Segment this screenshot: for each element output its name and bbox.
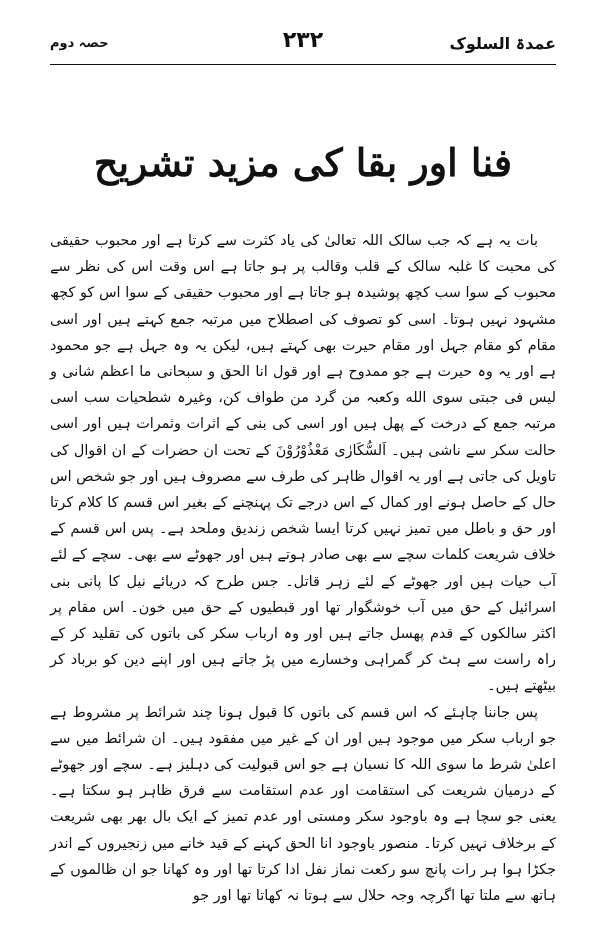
chapter-title: فنا اور بقا کی مزید تشریح: [93, 140, 513, 185]
part-label: حصہ دوم: [50, 36, 109, 51]
page-number: ۲۳۲: [282, 28, 324, 53]
book-title: عمدۃ السلوک: [449, 34, 556, 53]
running-header: [50, 26, 556, 62]
body-text: [50, 228, 556, 909]
paragraph: بات یہ ہے کہ جب سالک اللہ تعالیٰ کی یاد کثرت سے کرتا ہے اور محبوب حقیقی کی محبت کا غلبہ سالک کے قلب وقالب پر ہو جاتا ہے اس وقت اس کی نظر سے محبوب کے سوا سب کچھ پوشیدہ ہو جاتا ہے اور محبوب حقیقی کے سوا اس کو کچھ مشہود نہیں ہوتا۔ اسی کو تصوف کی اصطلاح میں مرتبہ جمع کہتے ہیں اور اسی مقام کو مقام جہل اور مقام حیرت بھی کہتے ہیں، لیکن یہ وہ جہل ہے جو محمود ہے اور یہ وہ حیرت ہے جو ممدوح ہے اور قول انا الحق و سبحانی ما اعظم شانی و لیس فی جبتی سوی الله وکعبہ من گرد من طواف کن، وغیرہ شطحیات سب اسی مرتبہ جمع کے درخت کے پھل ہیں اور اسی کی بنی کے اثرات وثمرات ہیں اور اسی حالت سکر سے ناشی ہیں۔ اَلسُّکَارٰی مَعْذُوْرُوْنَ کے تحت ان حضرات کے ان اقوال کی تاویل کی جاتی ہے اور یہ اقوال ظاہر کی طرف سے مصروف ہیں اور جو شخص اس حال کے حاصل ہونے اور کمال کے اس درجے تک پہنچنے کے بغیر اس قسم کا کلام کرتا اور حق و باطل میں تمیز نہیں کرتا ایسا شخص زندیق وملحد ہے۔ پس اس قسم کے خلاف شریعت کلمات سچے سے بھی صادر ہوتے ہیں اور جھوٹے سے بھی۔ سچے کے لئے آب حیات ہیں اور جھوٹے کے لئے زہر قاتل۔ جس طرح کہ دریائے نیل کا پانی بنی اسرائیل کے حق میں آب خوشگوار تھا اور قبطیوں کے حق میں خون۔ اس مقام پر اکثر سالکوں کے قدم پھسل جاتے ہیں اور وہ ارباب سکر کی باتوں کی تقلید کر کے راہ راست سے ہٹ کر گمراہی وخسارے میں پڑ جاتے ہیں اور اپنے دین کو برباد کر بیٹھتے ہیں۔: [50, 233, 556, 695]
paragraph: پس جاننا چاہئے کہ اس قسم کی باتوں کا قبول ہونا چند شرائط پر مشروط ہے جو ارباب سکر میں موجود ہیں اور ان کے غیر میں مفقود ہیں۔ ان شرائط میں سے اعلیٰ شرط ما سوی اللہ کا نسیان ہے جو اس قبولیت کی دہلیز ہے۔ سچے اور جھوٹے کے درمیان شریعت کی استقامت اور عدم استقامت سے فرق ظاہر ہو سکتا ہے۔ یعنی جو سچا ہے وہ باوجود سکر ومستی اور عدم تمیز کے ایک بال بھر بھی شریعت کے برخلاف نہیں کرتا۔ منصور باوجود انا الحق کہنے کے قید خانے میں زنجیروں کے اندر جکڑا ہوا ہر رات پانچ سو رکعت نماز نفل ادا کرتا تھا اور وہ کھانا جو ان ظالموں کے ہاتھ سے ملتا تھا اگرچہ وجہ حلال سے ہوتا نہ کھاتا تھا اور جو: [50, 704, 556, 905]
header-rule: [50, 64, 556, 65]
